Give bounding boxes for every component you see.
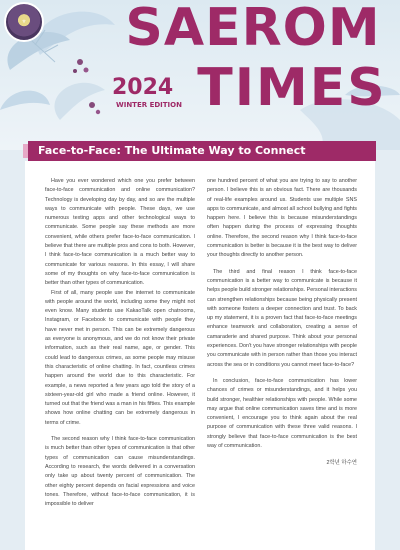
- paragraph: The third and final reason I think face-to-face communication is a better way to communicate is because it helps people build stronger relationships. Personal interactions can strengthen relationships because being physically present with someone fosters a deeper connection and trust. To back up my statement, it is a proven fact that face-to-face meetings enhance teamwork and collaboration, creating a sense of camaraderie and shared purpose. Think about your personal experiences. Don't you have stronger relationships with people you communicate with in person rather than those you interact across the sea or in conditions you cannot meet face-to-face?: [207, 268, 357, 368]
- paragraph: The second reason why I think face-to-face communication is much better than other types of communication is that other types of communication can cause misunderstandings. According to research, the words delivered in a conversation only take up about twenty percent of communication. The other eighty percent depends on facial expressions and voice tones. Therefore, without face-to-face communication, it is impossible to deliver: [45, 436, 195, 508]
- article-body: [25, 161, 375, 550]
- masthead-edition: WINTER EDITION: [116, 101, 182, 109]
- school-seal-logo: ⚜: [4, 2, 44, 42]
- paragraph: Have you ever wondered which one you prefer between face-to-face communication and online communication? Technology is developing day by day, and so are the multiple ways to communicate with people. These days, we use numerous texting apps and other technological ways to communicate. Some people say these methods are more convenient, while others prefer face-to-face communication. I believe that there are multiple pros and cons to both. However, I think face-to-face communication is a much better way to communicate for various reasons. In this essay, I will share some of my thoughts on why face-to-face communication is better than other types of communication.: [45, 178, 195, 287]
- paragraph: one hundred percent of what you are trying to say to another person. I believe this is an obvious fact. There are thousands of real-life examples around us. Students use multiple SNS apps to communicate, and almost all school bullying and fights happen here. I believe this is because misunderstandings often happen during the process of expressing thoughts online. Therefore, the second reason why I think face-to-face communication is better is because it is the best way to deliver your thoughts directly to another person.: [207, 178, 357, 259]
- article-title-bar: [28, 141, 376, 161]
- article-byline: 2학년 하수연: [326, 460, 357, 467]
- paragraph: First of all, many people use the internet to communicate with people around the world, including some they might not even know. Many students use KakaoTalk open chatrooms, Instagram, or Facebook to communicate with people they have never met in person. This can be extremely dangerous as everyone is anonymous, and we do not know their private information, such as their real name, age, or gender. This could lead to dangerous crimes, as some people may misuse this characteristic of online chatting. In fact, countless crimes happen around the world due to this characteristic. For example, a news reported a few years ago told the story of a sixteen-year-old girl who made a friend online. However, it turned out that the friend was a man in his fifties. This example shows how online chatting can be extremely dangerous in terms of crime.: [45, 289, 195, 426]
- article-column-left: [45, 177, 195, 542]
- paragraph: In conclusion, face-to-face communication has lower chances of crimes or misunderstandings, and it helps you build stronger, healthier relationships with people. While some may argue that online communication saves time and is more convenient, I encourage you to think again about the real purpose of communication with these three valid reasons. I strongly believe that face-to-face communication is the best way of communication.: [207, 377, 357, 450]
- masthead-title-line2: TIMES: [197, 58, 387, 118]
- article-column-right: [207, 177, 357, 542]
- masthead-title-line1: SAEROM: [125, 0, 381, 58]
- masthead-header: [0, 0, 400, 150]
- masthead-year: 2024: [112, 75, 174, 100]
- article-title: Face-to-Face: The Ultimate Way to Connect: [38, 144, 306, 157]
